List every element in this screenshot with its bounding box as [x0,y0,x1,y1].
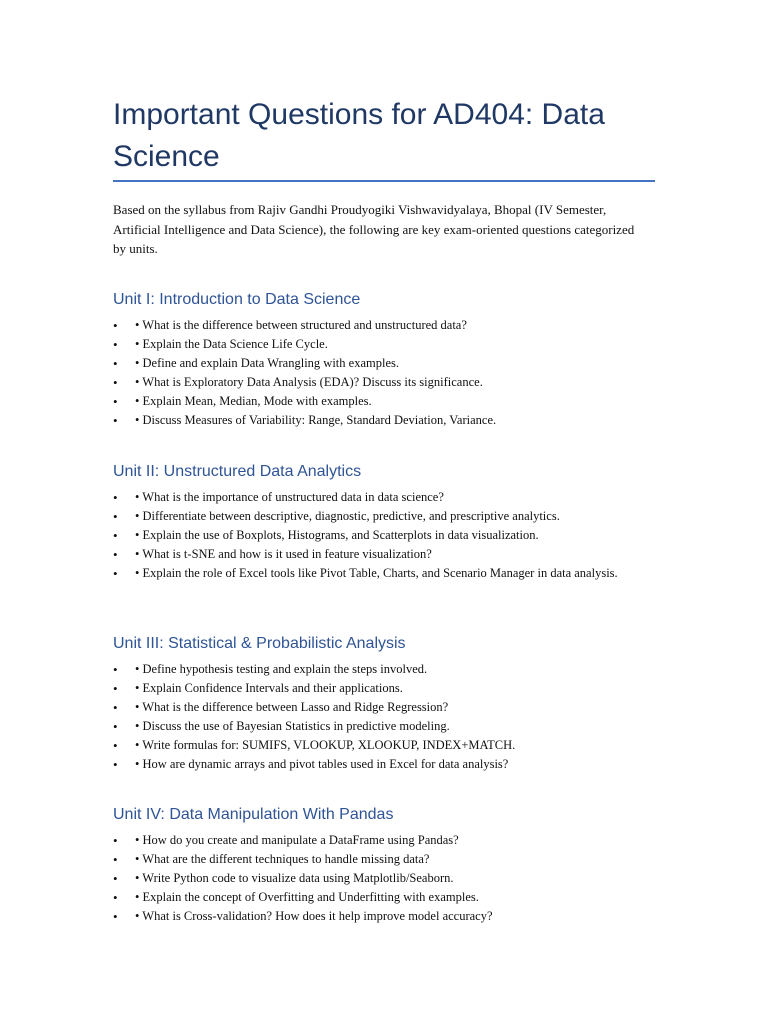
question-text: • What is Cross-validation? How does it help improve model accuracy? [135,909,493,923]
question-item [113,526,653,545]
question-text: • Write formulas for: SUMIFS, VLOOKUP, XLOOKUP, INDEX+MATCH. [135,738,516,752]
bullet-icon: • [113,738,118,753]
question-text: • What is the difference between structured and unstructured data? [135,318,467,332]
question-text: • Explain the use of Boxplots, Histograms, and Scatterplots in data visualization. [135,528,539,542]
question-item [113,850,653,869]
question-text: • Define and explain Data Wrangling with examples. [135,356,399,370]
bullet-icon: • [113,719,118,734]
question-item [113,564,653,583]
question-item [113,888,653,907]
question-item [113,392,653,411]
question-item [113,507,653,526]
question-text: • What is the importance of unstructured data in data science? [135,490,444,504]
question-text: • Differentiate between descriptive, diagnostic, predictive, and prescriptive analytics. [135,509,560,523]
question-item [113,698,653,717]
bullet-icon: • [113,890,118,905]
bullet-icon: • [113,871,118,886]
unit-4-section [113,805,653,926]
unit-3-section [113,634,653,774]
bullet-icon: • [113,852,118,867]
intro-paragraph: Based on the syllabus from Rajiv Gandhi Proudyogiki Vishwavidyalaya, Bhopal (IV Semester, Artificial Intelligence and Data Science), the following are key exam-oriented questions categorized by units. [113,202,635,256]
question-text: • Write Python code to visualize data using Matplotlib/Seaborn. [135,871,454,885]
bullet-icon: • [113,394,118,409]
bullet-icon: • [113,681,118,696]
bullet-icon: • [113,757,118,772]
question-item [113,831,653,850]
question-text: • Define hypothesis testing and explain the steps involved. [135,662,428,676]
unit-2-question-list [113,488,653,583]
bullet-icon: • [113,318,118,333]
unit-1-section [113,290,653,430]
bullet-icon: • [113,375,118,390]
unit-4-question-list [113,831,653,926]
bullet-icon: • [113,413,118,428]
document-title: Important Questions for AD404: Data Science [113,98,605,173]
question-text: • Discuss the use of Bayesian Statistics in predictive modeling. [135,719,450,733]
question-text: • What is Exploratory Data Analysis (EDA)? Discuss its significance. [135,375,483,389]
question-item [113,373,653,392]
bullet-icon: • [113,700,118,715]
unit-3-question-list [113,660,653,774]
bullet-icon: • [113,490,118,505]
question-text: • Explain the role of Excel tools like Pivot Table, Charts, and Scenario Manager in data analysis. [135,566,618,580]
title-underline [113,180,655,182]
question-item [113,335,653,354]
question-item [113,488,653,507]
question-item [113,755,653,774]
question-item [113,660,653,679]
bullet-icon: • [113,833,118,848]
bullet-icon: • [113,566,118,581]
question-text: • What are the different techniques to handle missing data? [135,852,430,866]
bullet-icon: • [113,528,118,543]
question-item [113,717,653,736]
question-text: • How do you create and manipulate a DataFrame using Pandas? [135,833,459,847]
unit-4-heading: Unit IV: Data Manipulation With Pandas [113,806,394,823]
unit-3-heading: Unit III: Statistical & Probabilistic Analysis [113,635,406,652]
unit-2-section [113,462,653,583]
bullet-icon: • [113,509,118,524]
question-item [113,869,653,888]
bullet-icon: • [113,337,118,352]
question-item [113,907,653,926]
question-text: • Discuss Measures of Variability: Range, Standard Deviation, Variance. [135,413,497,427]
question-item [113,316,653,335]
question-text: • How are dynamic arrays and pivot tables used in Excel for data analysis? [135,757,509,771]
bullet-icon: • [113,909,118,924]
unit-1-heading: Unit I: Introduction to Data Science [113,291,361,308]
unit-2-heading: Unit II: Unstructured Data Analytics [113,463,362,480]
question-item [113,679,653,698]
question-text: • Explain the concept of Overfitting and Underfitting with examples. [135,890,479,904]
question-item [113,545,653,564]
bullet-icon: • [113,356,118,371]
question-text: • Explain Confidence Intervals and their applications. [135,681,403,695]
bullet-icon: • [113,547,118,562]
question-text: • What is the difference between Lasso and Ridge Regression? [135,700,449,714]
bullet-icon: • [113,662,118,677]
question-item [113,736,653,755]
question-text: • Explain the Data Science Life Cycle. [135,337,328,351]
question-item [113,354,653,373]
question-text: • Explain Mean, Median, Mode with examples. [135,394,372,408]
unit-1-question-list [113,316,653,430]
question-text: • What is t-SNE and how is it used in feature visualization? [135,547,432,561]
question-item [113,411,653,430]
